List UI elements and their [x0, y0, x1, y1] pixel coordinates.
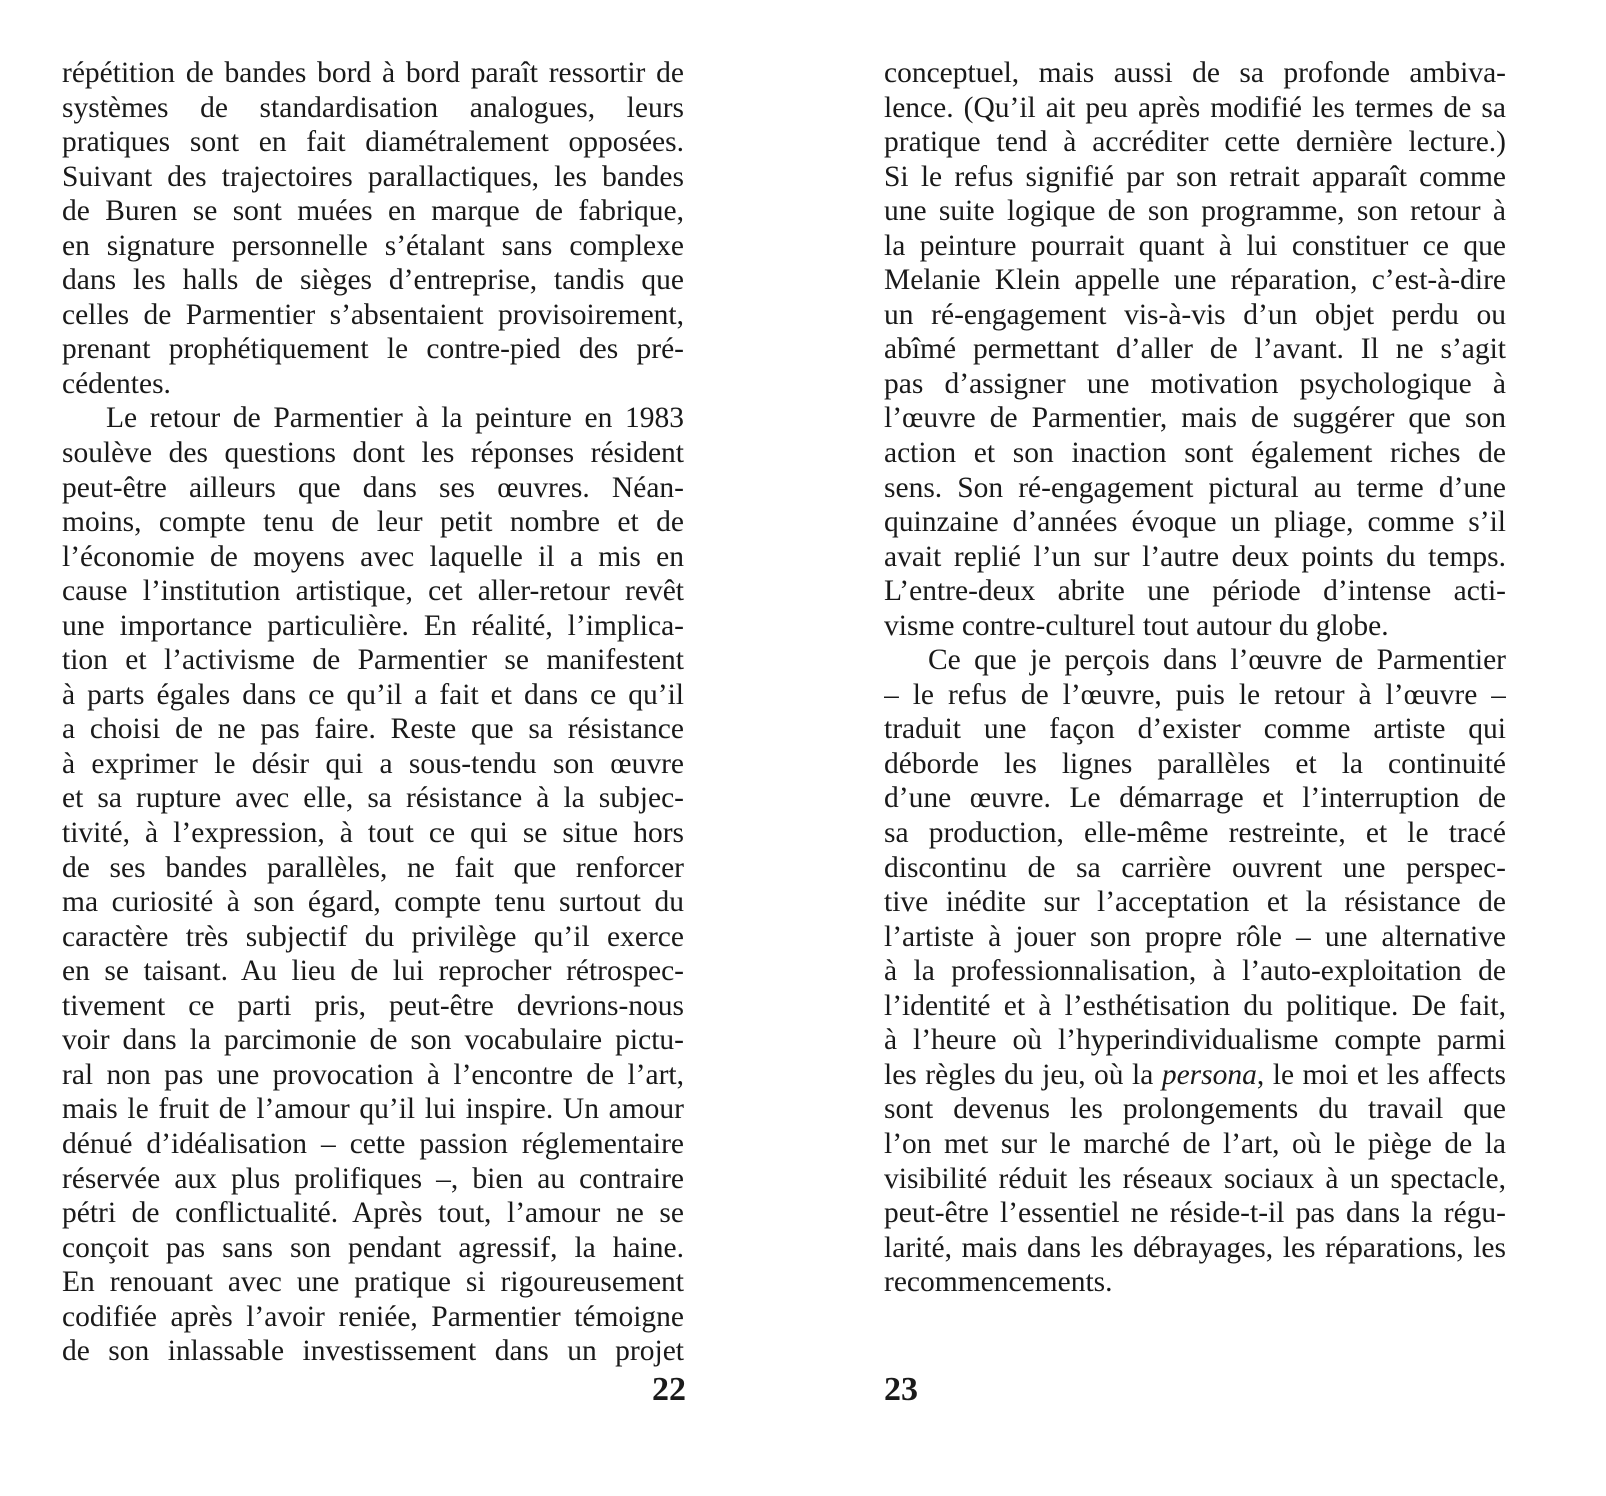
text-line: en se taisant. Au lieu de lui reprocher rétrospec- [62, 955, 684, 988]
text-line: voir dans la parcimonie de son vocabulaire pictu- [62, 1024, 684, 1057]
text-line: – le refus de l’œuvre, puis le retour à l’œuvre – [884, 678, 1506, 711]
text-line: réservée aux plus prolifiques –, bien au contraire [62, 1162, 684, 1195]
text-line: caractère très subjectif du privilège qu’il exerce [62, 920, 684, 953]
text-line: traduit une façon d’exister comme artiste qui [884, 713, 1506, 746]
text-line: l’œuvre de Parmentier, mais de suggérer que son [884, 402, 1506, 435]
text-line: d’une œuvre. Le démarrage et l’interruption de [884, 782, 1506, 815]
text-line: dénué d’idéalisation – cette passion réglementaire [62, 1127, 684, 1160]
text-line: et sa rupture avec elle, sa résistance à la subjec- [62, 782, 684, 815]
text-line: dans les halls de sièges d’entreprise, tandis que [62, 264, 684, 297]
text-line: a choisi de ne pas faire. Reste que sa résistance [62, 713, 684, 746]
text-line: mais le fruit de l’amour qu’il lui inspire. Un amour [62, 1093, 684, 1126]
text-line: sont devenus les prolongements du travail que [884, 1093, 1506, 1126]
text-line: L’entre-deux abrite une période d’intense acti- [884, 575, 1506, 608]
text-line: ma curiosité à son égard, compte tenu surtout du [62, 886, 684, 919]
text-line: cédentes. [62, 367, 171, 400]
text-line: à la professionnalisation, à l’auto-exploitation de [884, 955, 1506, 988]
left-page-text [62, 56, 684, 1369]
text-line: répétition de bandes bord à bord paraît ressortir de [62, 57, 684, 89]
text-line: cause l’institution artistique, cet aller-retour revêt [62, 575, 684, 608]
text-line: action et son inaction sont également riches de [884, 437, 1506, 470]
text-line: systèmes de standardisation analogues, leurs [62, 91, 684, 124]
text-line: tivement ce parti pris, peut-être devrions-nous [62, 989, 684, 1022]
text-line: sens. Son ré-engagement pictural au terme d’une [884, 471, 1506, 504]
persona-line [884, 1058, 1506, 1093]
text-line: lence. (Qu’il ait peu après modifié les termes de sa [884, 91, 1506, 124]
text-line: En renouant avec une pratique si rigoureusement [62, 1266, 684, 1299]
text-line: avait replié l’un sur l’autre deux points du temps. [884, 540, 1506, 573]
text-line: Melanie Klein appelle une réparation, c’est-à-dire [884, 264, 1506, 297]
text-line: un ré-engagement vis-à-vis d’un objet perdu ou [884, 298, 1506, 331]
text-line: pas d’assigner une motivation psychologique à [884, 367, 1506, 400]
text-line: l’on met sur le marché de l’art, où le piège de la [884, 1127, 1506, 1160]
text-line: à l’heure où l’hyperindividualisme compte parmi [884, 1024, 1506, 1057]
text-line: ral non pas une provocation à l’encontre de l’art, [62, 1058, 684, 1091]
text-line: l’artiste à jouer son propre rôle – une alternative [884, 920, 1506, 953]
text-line: quinzaine d’années évoque un pliage, comme s’il [884, 506, 1506, 539]
text-line: conceptuel, mais aussi de sa profonde ambiva- [884, 57, 1506, 89]
text-line: discontinu de sa carrière ouvrent une perspec- [884, 851, 1506, 884]
text-line: abîmé permettant d’aller de l’avant. Il ne s’agit [884, 333, 1506, 366]
text-line: de son inlassable investissement dans un projet [62, 1335, 684, 1368]
text-line: en signature personnelle s’étalant sans complexe [62, 229, 684, 262]
persona-line-after: , le moi et les affects [1256, 1058, 1506, 1091]
text-line: celles de Parmentier s’absentaient provisoirement, [62, 298, 684, 331]
text-line: peut-être l’essentiel ne réside-t-il pas dans la régu- [884, 1197, 1506, 1230]
text-line: l’économie de moyens avec laquelle il a mis en [62, 540, 684, 573]
text-line: de ses bandes parallèles, ne fait que renforcer [62, 851, 684, 884]
page-number-right: 23 [884, 1371, 918, 1408]
text-line: Si le refus signifié par son retrait apparaît comme [884, 160, 1506, 193]
text-line: conçoit pas sans son pendant agressif, la haine. [62, 1231, 684, 1264]
text-line: recommencements. [884, 1266, 1113, 1299]
text-line: tive inédite sur l’acceptation et la résistance de [884, 886, 1506, 919]
text-line: soulève des questions dont les réponses résident [62, 437, 684, 470]
text-line: tion et l’activisme de Parmentier se manifestent [62, 644, 684, 677]
text-line: tivité, à l’expression, à tout ce qui se situe hors [62, 817, 684, 850]
text-line: à parts égales dans ce qu’il a fait et dans ce qu’il [62, 678, 684, 711]
text-line: une suite logique de son programme, son retour à [884, 195, 1506, 228]
text-line: déborde les lignes parallèles et la continuité [884, 747, 1506, 780]
text-line: pétri de conflictualité. Après tout, l’amour ne se [62, 1197, 684, 1230]
text-line: visibilité réduit les réseaux sociaux à un spectacle, [884, 1162, 1506, 1195]
text-line: peut-être ailleurs que dans ses œuvres. Néan- [62, 471, 684, 504]
persona-line-before: les règles du jeu, où la [884, 1058, 1162, 1091]
text-line: larité, mais dans les débrayages, les réparations, les [884, 1231, 1506, 1264]
text-line: pratique tend à accréditer cette dernière lecture.) [884, 126, 1506, 159]
text-line: à exprimer le désir qui a sous-tendu son œuvre [62, 747, 684, 780]
persona-italic: persona [1161, 1058, 1257, 1091]
text-line: l’identité et à l’esthétisation du politique. De fait, [884, 989, 1506, 1022]
text-line: pratiques sont en fait diamétralement opposées. [62, 126, 684, 159]
page-number-left: 22 [652, 1371, 686, 1408]
text-line: de Buren se sont muées en marque de fabrique, [62, 195, 684, 228]
text-line: moins, compte tenu de leur petit nombre et de [62, 506, 684, 539]
text-line: une importance particulière. En réalité, l’implica- [62, 609, 684, 642]
text-line: visme contre-culturel tout autour du globe. [884, 609, 1389, 642]
text-line: codifiée après l’avoir reniée, Parmentier témoigne [62, 1300, 684, 1333]
paragraph-start-line: Le retour de Parmentier à la peinture en 1983 [106, 402, 684, 435]
text-line: la peinture pourrait quant à lui constituer ce que [884, 229, 1506, 262]
paragraph-start-line: Ce que je perçois dans l’œuvre de Parmentier [928, 644, 1506, 677]
text-line: sa production, elle-même restreinte, et le tracé [884, 817, 1506, 850]
right-page-text [884, 56, 1506, 1300]
text-line: prenant prophétiquement le contre-pied des pré- [62, 333, 684, 366]
text-line: Suivant des trajectoires parallactiques, les bandes [62, 160, 684, 193]
